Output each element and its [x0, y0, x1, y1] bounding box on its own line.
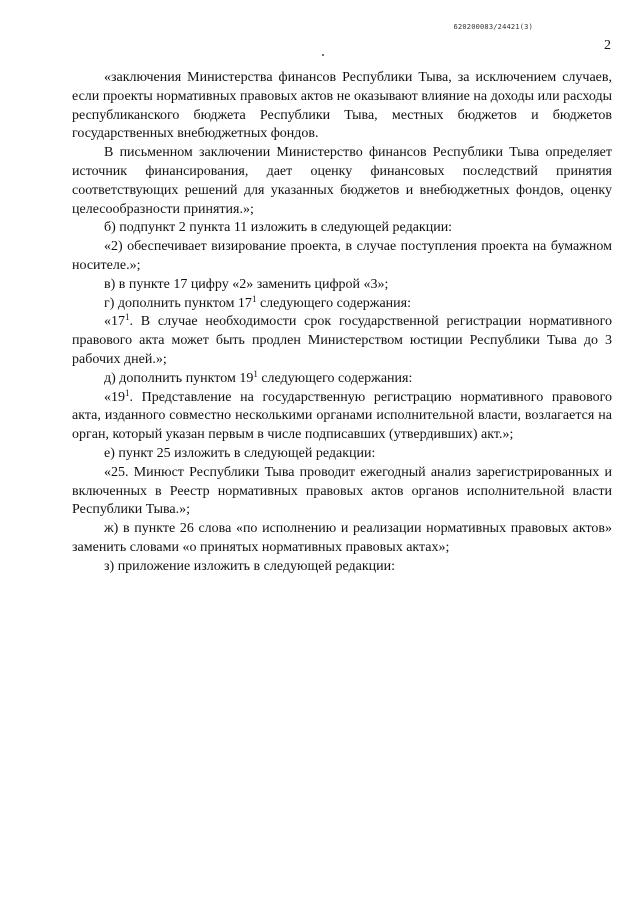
paragraph-item-g-text	[72, 313, 612, 369]
item-g-text-post: . В случае необходимости срок государственной регистрации нормативного правового акта может быть продлен Министерством юстиции Республики Тыва до 3 рабочих дней.»;	[72, 314, 612, 367]
paragraph-item-b: б) подпункт 2 пункта 11 изложить в следующей редакции:	[104, 220, 453, 236]
paragraph-item-e: е) пункт 25 изложить в следующей редакции:	[104, 445, 376, 461]
paragraph-item-b-text: «2) обеспечивает визирование проекта, в случае поступления проекта на бумажном носителе.»;	[72, 239, 612, 273]
page-number: 2	[604, 38, 611, 53]
item-d-pre: д) дополнить пунктом 19	[104, 370, 254, 386]
item-d-post: следующего содержания:	[257, 370, 413, 386]
item-d-sup: 1	[253, 368, 258, 379]
item-g-text-pre: «17	[104, 314, 125, 330]
paragraph-item-e-text: «25. Минюст Республики Тыва проводит ежегодный анализ зарегистрированных и включенных в Реестр нормативных правовых актов органов исполнительной власти Республики Тыва.»;	[72, 464, 612, 518]
item-g-post: следующего содержания:	[256, 295, 411, 311]
paragraph-written-conclusion: В письменном заключении Министерство финансов Республики Тыва определяет источник финансирования, дает оценку финансовых последствий принятия соответствующих решений для указанных бюджетов и внебюджетных фондов, оценку целесообразности принятия.»;	[72, 145, 612, 217]
item-d-text-pre: «19	[104, 389, 125, 405]
paragraph-item-d-text	[72, 389, 612, 445]
item-g-sup: 1	[251, 293, 257, 304]
paragraph-ministry-conclusion: «заключения Министерства финансов Республики Тыва, за исключением случаев, если проекты нормативных правовых актов не оказывают влияние на доходы или расходы республиканского бюджета Республики Тыва, местных бюджетов и бюджетов государственных внебюджетных фондов.	[72, 70, 612, 142]
document-body	[72, 69, 612, 577]
item-d-text-sup: 1	[125, 387, 130, 398]
item-d-text-post: . Представление на государственную регистрацию нормативного правового акта, изданного совместно несколькими органами исполнительной власти, возлагается на орган, который указан первым в числе подписавших (утвердивших) акт.»;	[72, 389, 612, 443]
document-id: 620200083/24421(3)	[453, 23, 533, 31]
paragraph-item-zh: ж) в пункте 26 слова «по исполнению и реализации нормативных правовых актов» заменить словами «о принятых нормативных правовых актах»;	[72, 521, 612, 555]
item-g-pre: г) дополнить пунктом 17	[104, 295, 252, 311]
paragraph-item-z: з) приложение изложить в следующей редакции:	[104, 558, 395, 574]
paragraph-item-d	[72, 370, 612, 389]
scan-speck	[322, 54, 324, 56]
item-g-text-sup: 1	[125, 312, 130, 323]
paragraph-item-v: в) в пункте 17 цифру «2» заменить цифрой «3»;	[104, 276, 389, 292]
paragraph-item-g	[72, 295, 612, 314]
